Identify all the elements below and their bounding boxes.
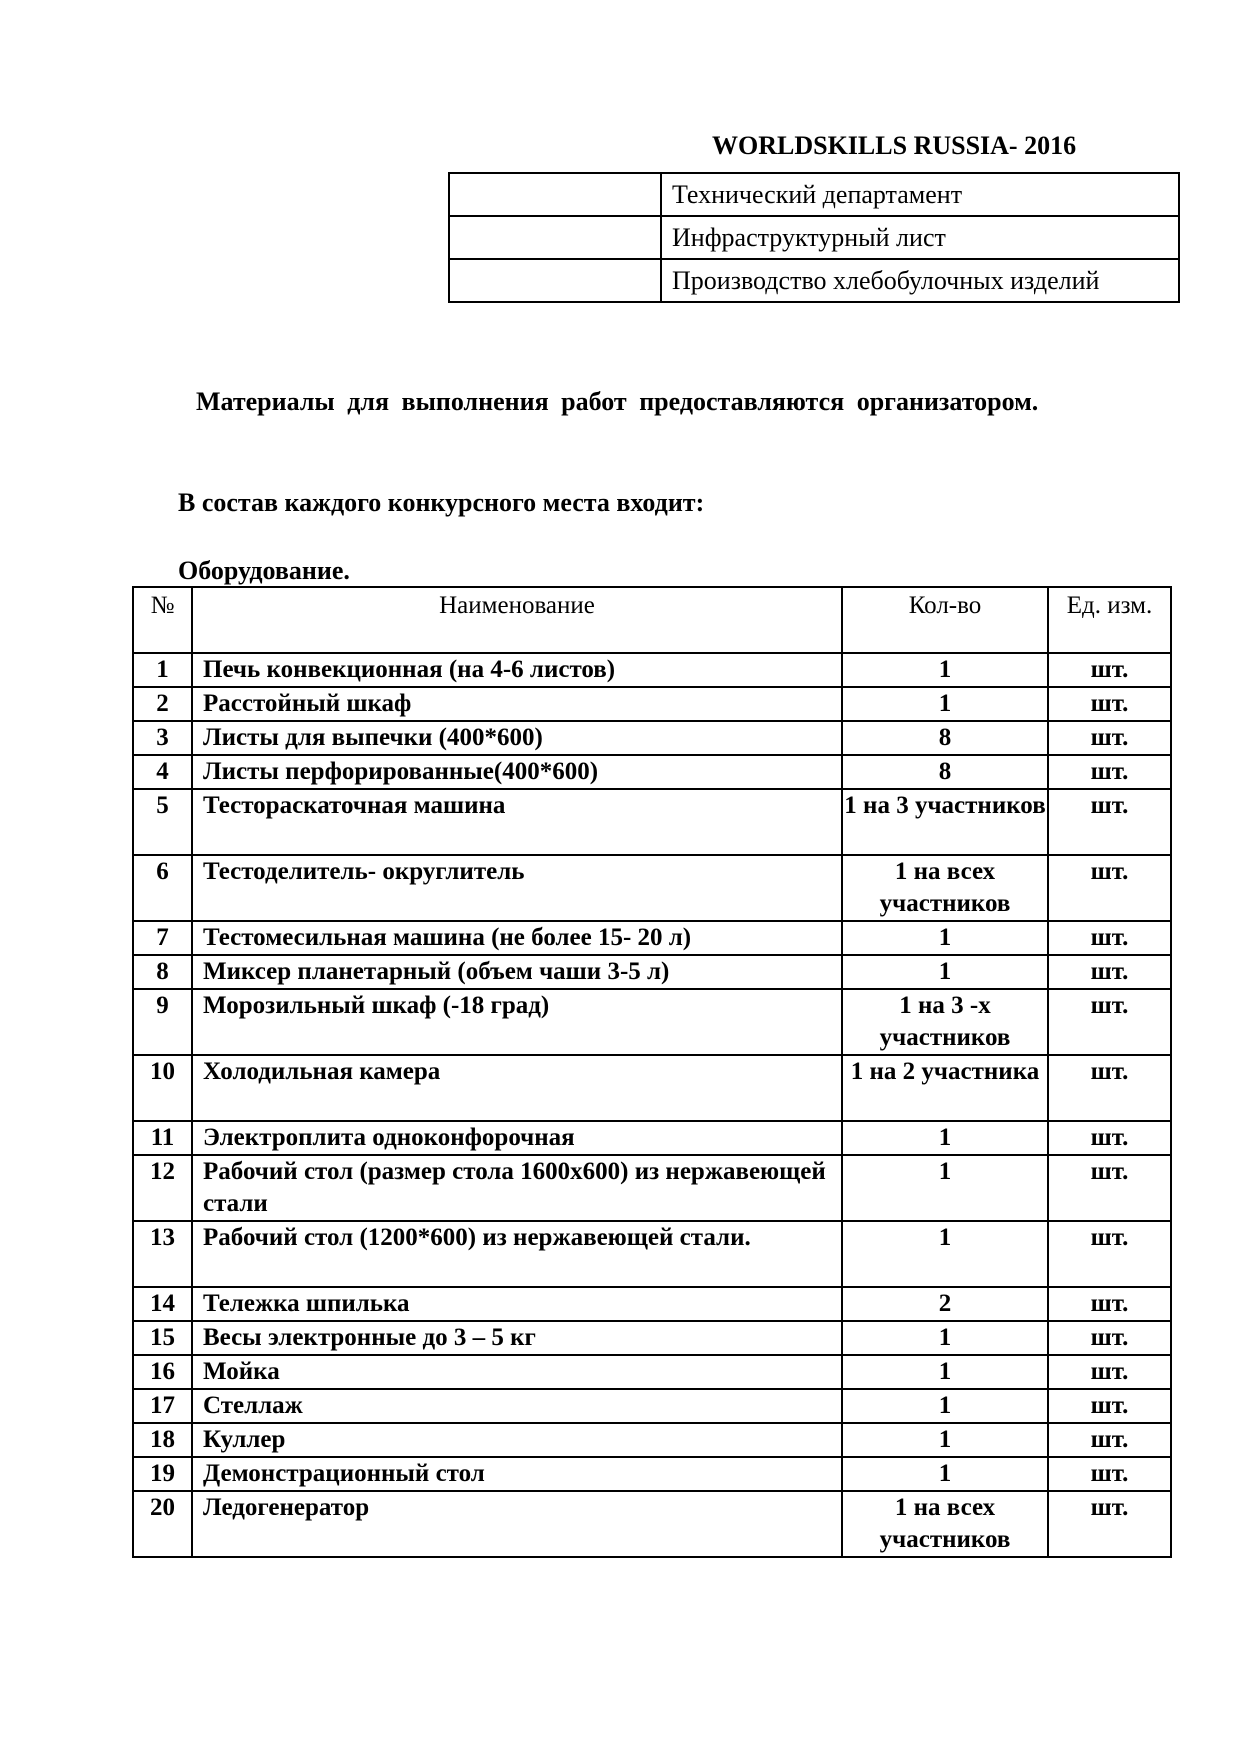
table-row — [133, 1287, 1171, 1321]
row-unit: шт. — [1048, 1055, 1171, 1121]
row-number: 14 — [133, 1287, 192, 1321]
table-row — [133, 1321, 1171, 1355]
table-row — [133, 1389, 1171, 1423]
row-unit: шт. — [1048, 921, 1171, 955]
row-name: Ледогенератор — [192, 1491, 842, 1557]
table-row — [133, 1457, 1171, 1491]
row-unit: шт. — [1048, 1355, 1171, 1389]
row-number: 20 — [133, 1491, 192, 1557]
row-unit: шт. — [1048, 653, 1171, 687]
row-number: 7 — [133, 921, 192, 955]
row-quantity: 1 — [842, 687, 1048, 721]
equipment-table-body — [133, 653, 1171, 1557]
table-row — [133, 789, 1171, 855]
row-name: Демонстрационный стол — [192, 1457, 842, 1491]
row-quantity: 1 — [842, 1221, 1048, 1287]
row-number: 5 — [133, 789, 192, 855]
equipment-table — [132, 586, 1172, 1558]
row-unit: шт. — [1048, 1155, 1171, 1221]
row-quantity: 1 на 2 участника — [842, 1055, 1048, 1121]
row-number: 1 — [133, 653, 192, 687]
row-quantity: 1 на 3 -х участников — [842, 989, 1048, 1055]
composition-heading: В состав каждого конкурсного места входит: — [178, 488, 705, 517]
row-quantity: 1 — [842, 653, 1048, 687]
row-name: Печь конвекционная (на 4-6 листов) — [192, 653, 842, 687]
table-row — [133, 1491, 1171, 1557]
row-unit: шт. — [1048, 1491, 1171, 1557]
row-name: Стеллаж — [192, 1389, 842, 1423]
header-name: Наименование — [192, 587, 842, 653]
info-cell-empty — [449, 173, 661, 216]
info-cell-department: Технический департамент — [661, 173, 1179, 216]
header-num: № — [133, 587, 192, 653]
info-row — [449, 216, 1179, 259]
row-number: 12 — [133, 1155, 192, 1221]
row-number: 19 — [133, 1457, 192, 1491]
row-unit: шт. — [1048, 955, 1171, 989]
table-row — [133, 755, 1171, 789]
table-row — [133, 1121, 1171, 1155]
info-cell-sheet-type: Инфраструктурный лист — [661, 216, 1179, 259]
row-number: 3 — [133, 721, 192, 755]
row-number: 2 — [133, 687, 192, 721]
row-unit: шт. — [1048, 989, 1171, 1055]
row-quantity: 1 — [842, 1121, 1048, 1155]
row-number: 4 — [133, 755, 192, 789]
row-name: Тестомесильная машина (не более 15- 20 л) — [192, 921, 842, 955]
row-quantity: 8 — [842, 755, 1048, 789]
row-name: Листы для выпечки (400*600) — [192, 721, 842, 755]
info-row — [449, 259, 1179, 302]
table-row — [133, 1221, 1171, 1287]
table-row — [133, 921, 1171, 955]
header-unit: Ед. изм. — [1048, 587, 1171, 653]
row-quantity: 1 — [842, 1389, 1048, 1423]
row-name: Расстойный шкаф — [192, 687, 842, 721]
row-unit: шт. — [1048, 855, 1171, 921]
table-row — [133, 1355, 1171, 1389]
row-number: 17 — [133, 1389, 192, 1423]
equipment-heading: Оборудование. — [178, 556, 350, 585]
row-name: Тележка шпилька — [192, 1287, 842, 1321]
table-row — [133, 1423, 1171, 1457]
row-quantity: 1 на всех участников — [842, 1491, 1048, 1557]
row-number: 16 — [133, 1355, 192, 1389]
row-number: 11 — [133, 1121, 192, 1155]
table-row — [133, 855, 1171, 921]
row-quantity: 1 — [842, 1155, 1048, 1221]
row-quantity: 1 — [842, 1321, 1048, 1355]
row-unit: шт. — [1048, 687, 1171, 721]
row-number: 10 — [133, 1055, 192, 1121]
row-unit: шт. — [1048, 1287, 1171, 1321]
table-row — [133, 1155, 1171, 1221]
row-number: 8 — [133, 955, 192, 989]
table-row — [133, 1055, 1171, 1121]
row-number: 15 — [133, 1321, 192, 1355]
table-row — [133, 653, 1171, 687]
row-number: 6 — [133, 855, 192, 921]
row-quantity: 8 — [842, 721, 1048, 755]
info-table — [448, 172, 1180, 303]
row-unit: шт. — [1048, 721, 1171, 755]
row-number: 13 — [133, 1221, 192, 1287]
table-row — [133, 721, 1171, 755]
row-name: Весы электронные до 3 – 5 кг — [192, 1321, 842, 1355]
materials-note: Материалы для выполнения работ предоставляются организатором. — [196, 387, 1039, 416]
row-unit: шт. — [1048, 755, 1171, 789]
row-unit: шт. — [1048, 1457, 1171, 1491]
row-quantity: 1 — [842, 1355, 1048, 1389]
row-unit: шт. — [1048, 789, 1171, 855]
row-unit: шт. — [1048, 1121, 1171, 1155]
document-title: WORLDSKILLS RUSSIA- 2016 — [712, 131, 1077, 160]
row-name: Морозильный шкаф (-18 град) — [192, 989, 842, 1055]
info-cell-empty — [449, 259, 661, 302]
header-qty: Кол-во — [842, 587, 1048, 653]
row-name: Тестоделитель- округлитель — [192, 855, 842, 921]
row-name: Тестораскаточная машина — [192, 789, 842, 855]
row-unit: шт. — [1048, 1389, 1171, 1423]
row-name: Электроплита одноконфорочная — [192, 1121, 842, 1155]
row-quantity: 1 на 3 участников — [842, 789, 1048, 855]
row-unit: шт. — [1048, 1423, 1171, 1457]
row-quantity: 2 — [842, 1287, 1048, 1321]
row-name: Холодильная камера — [192, 1055, 842, 1121]
equipment-table-header — [133, 587, 1171, 653]
table-row — [133, 687, 1171, 721]
row-quantity: 1 — [842, 1457, 1048, 1491]
info-cell-competency: Производство хлебобулочных изделий — [661, 259, 1179, 302]
info-row — [449, 173, 1179, 216]
row-name: Рабочий стол (1200*600) из нержавеющей стали. — [192, 1221, 842, 1287]
row-quantity: 1 — [842, 921, 1048, 955]
table-row — [133, 989, 1171, 1055]
row-quantity: 1 на всех участников — [842, 855, 1048, 921]
row-name: Листы перфорированные(400*600) — [192, 755, 842, 789]
info-cell-empty — [449, 216, 661, 259]
row-name: Куллер — [192, 1423, 842, 1457]
row-name: Миксер планетарный (объем чаши 3-5 л) — [192, 955, 842, 989]
row-name: Рабочий стол (размер стола 1600х600) из нержавеющей стали — [192, 1155, 842, 1221]
row-name: Мойка — [192, 1355, 842, 1389]
row-number: 9 — [133, 989, 192, 1055]
row-quantity: 1 — [842, 1423, 1048, 1457]
table-row — [133, 955, 1171, 989]
row-unit: шт. — [1048, 1221, 1171, 1287]
row-quantity: 1 — [842, 955, 1048, 989]
row-number: 18 — [133, 1423, 192, 1457]
row-unit: шт. — [1048, 1321, 1171, 1355]
